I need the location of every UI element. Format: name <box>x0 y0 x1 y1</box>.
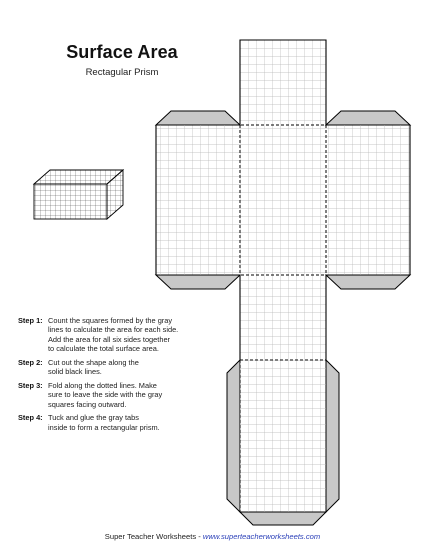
worksheet-subtitle: Rectagular Prism <box>85 67 159 78</box>
face-top <box>240 40 326 125</box>
step-text: Cut out the shape along the solid black lines. <box>48 357 139 377</box>
tab-lower-left <box>227 360 240 512</box>
tab-bottom-end <box>240 512 326 525</box>
step-label: Step 1: <box>18 316 43 325</box>
prism-illustration <box>34 170 123 219</box>
step-4 <box>18 413 223 432</box>
face-bottom <box>240 275 326 360</box>
instructions <box>18 316 223 436</box>
face-left <box>156 125 240 275</box>
step-text: Tuck and glue the gray tabs inside to form a rectangular prism. <box>48 413 160 432</box>
step-3 <box>18 381 223 409</box>
step-label: Step 2: <box>18 357 43 367</box>
step-2 <box>18 358 223 377</box>
step-1 <box>18 316 223 354</box>
prism-front-face <box>34 184 107 219</box>
tab-top-right <box>326 111 410 125</box>
face-back <box>240 360 326 512</box>
tab-bottom-left <box>156 275 240 289</box>
footer-brand: Super Teacher Worksheets - <box>104 532 203 541</box>
step-label: Step 3: <box>18 380 43 390</box>
tab-top-left <box>156 111 240 125</box>
step-text: Fold along the dotted lines. Make sure to leave the side with the gray squares facing outward. <box>48 380 163 409</box>
tab-bottom-right <box>326 275 410 289</box>
tab-lower-right <box>326 360 339 512</box>
footer <box>0 532 425 541</box>
step-label: Step 4: <box>18 413 43 423</box>
face-front <box>240 125 326 275</box>
worksheet-title: Surface Area <box>66 42 178 62</box>
step-text: Count the squares formed by the gray lines to calculate the area for each side. Add the area for all six sides together to calculate the total surface area. <box>48 316 179 354</box>
footer-url-link[interactable]: www.superteacherworksheets.com <box>202 532 321 541</box>
face-right <box>326 125 410 275</box>
